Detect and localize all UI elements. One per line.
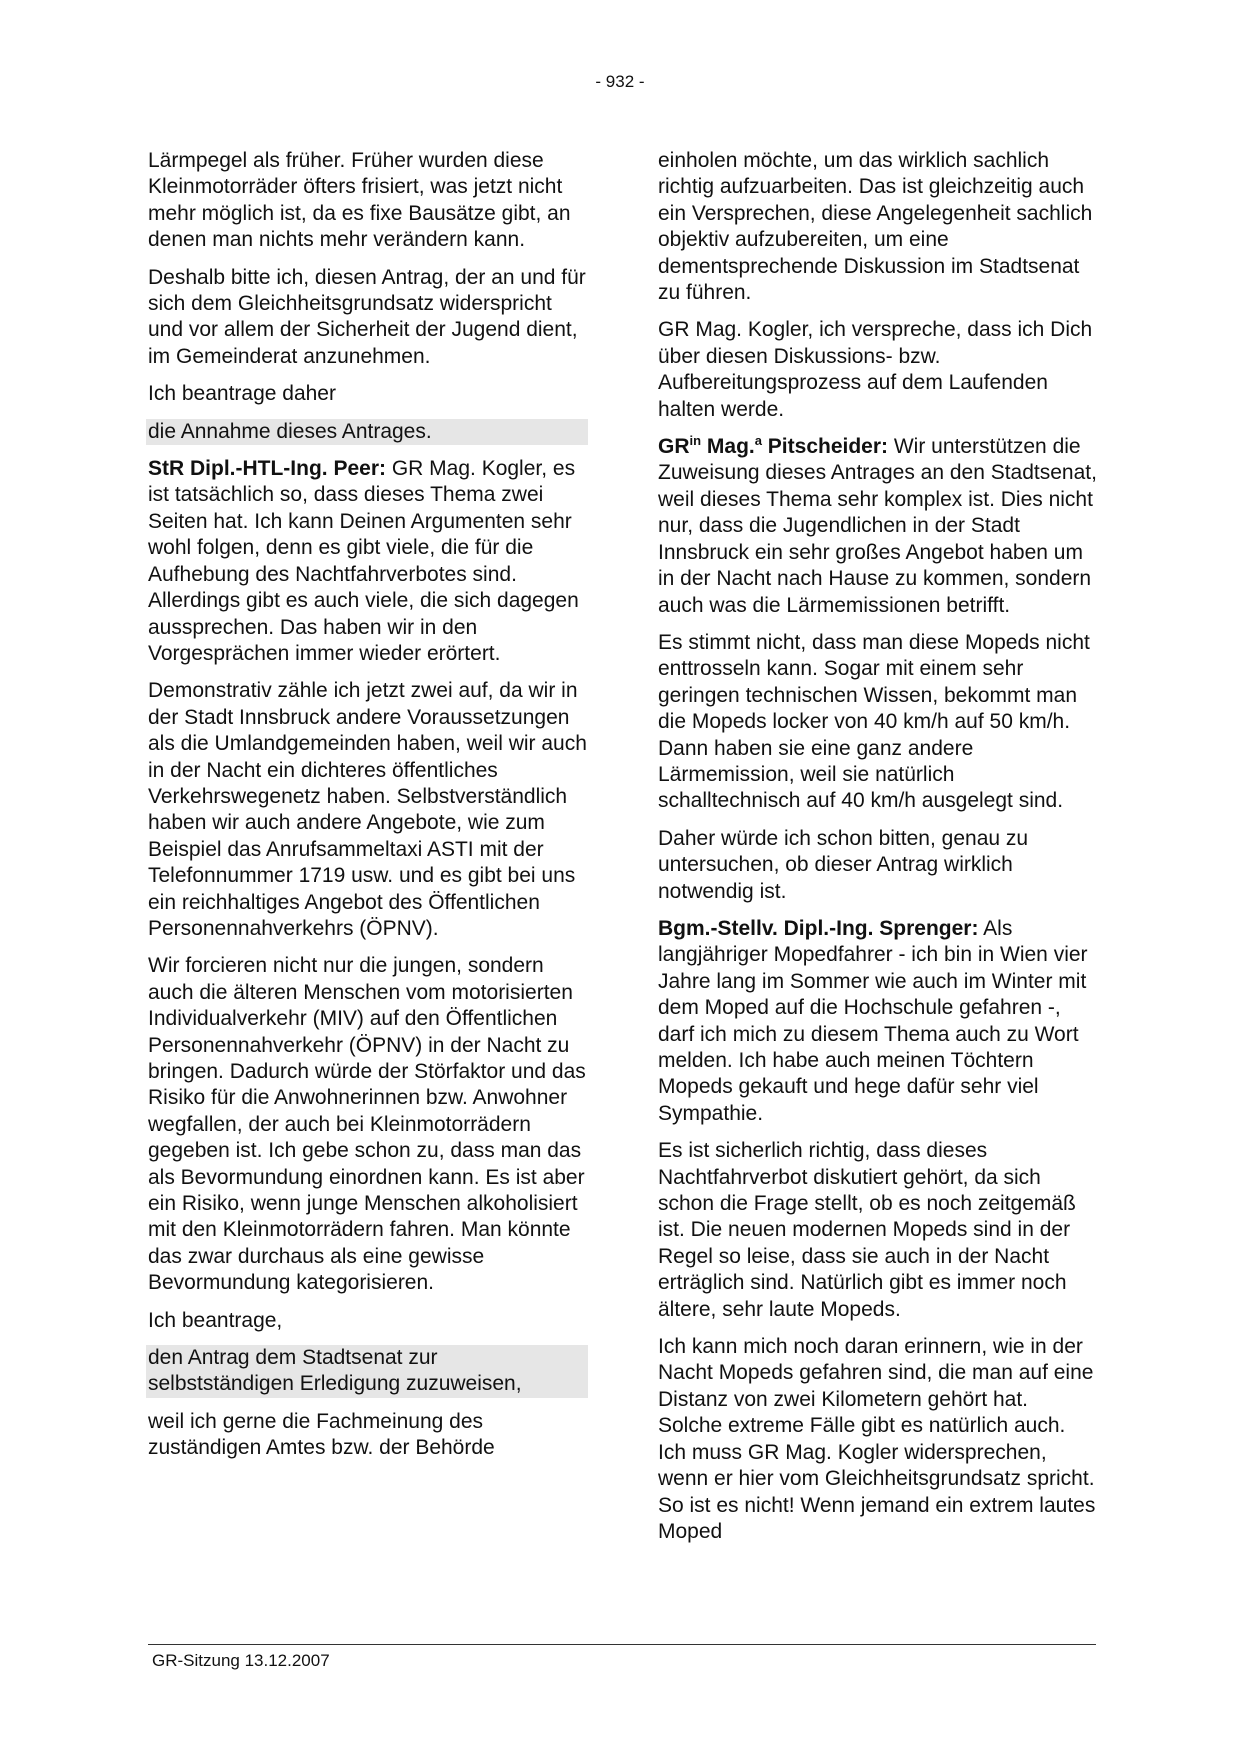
speaker-name: Bgm.-Stellv. Dipl.-Ing. Sprenger: <box>658 916 979 940</box>
right-column <box>658 148 1098 1556</box>
paragraph: Es ist sicherlich richtig, dass dieses Nachtfahrverbot diskutiert gehört, da sich schon die Frage stellt, ob es noch zeitgemäß ist. Die neuen modernen Mopeds sind in der Regel so leise, dass sie auch in der Nacht erträglich sind. Natürlich gibt es immer noch ältere, sehr laute Mopeds. <box>658 1139 1076 1321</box>
paragraph: weil ich gerne die Fachmeinung des zuständigen Amtes bzw. der Behörde <box>148 1409 495 1460</box>
speaker-name: StR Dipl.-HTL-Ing. Peer: <box>148 457 386 481</box>
paragraph: Es stimmt nicht, dass man diese Mopeds nicht enttrosseln kann. Sogar mit einem sehr geringen technischen Wissen, bekommt man die Mopeds locker von 40 km/h auf 50 km/h. Dann haben sie eine ganz andere Lärmemission, weil sie natürlich schalltechnisch auf 40 km/h ausgelegt sind. <box>658 630 1090 813</box>
left-column <box>148 148 588 1473</box>
speaker-paragraph <box>658 434 1098 619</box>
paragraph: Lärmpegel als früher. Früher wurden diese Kleinmotorräder öfters frisiert, was jetzt nicht mehr möglich ist, da es fixe Bausätze gibt, an denen man nichts mehr verändern kann. <box>148 149 571 252</box>
paragraph: Wir forcieren nicht nur die jungen, sondern auch die älteren Menschen vom motorisierten Individualverkehr (MIV) auf den Öffentlichen Personennahverkehr (ÖPNV) in der Nacht zu bringen. Dadurch würde der Störfaktor und das Risiko für die Anwohnerinnen bzw. Anwohner wegfallen, der auch bei Kleinmotorrädern gegeben ist. Ich gebe schon zu, dass man das als Bevormundung einordnen kann. Es ist aber ein Risiko, wenn junge Menschen alkoholisiert mit den Kleinmotorrädern fahren. Man könnte das zwar durchaus als eine gewisse Bevormundung kategorisieren. <box>148 954 586 1295</box>
speaker-title: GR <box>658 435 690 459</box>
motion-highlight: die Annahme dieses Antrages. <box>146 419 588 445</box>
paragraph: einholen möchte, um das wirklich sachlich richtig aufzuarbeiten. Das ist gleichzeitig auch ein Versprechen, diese Angelegenheit sachlich objektiv aufzubereiten, um eine dementsprechende Diskussion im Stadtsenat zu führen. <box>658 149 1093 305</box>
speaker-paragraph <box>148 456 588 667</box>
paragraph: Ich kann mich noch daran erinnern, wie in der Nacht Mopeds gefahren sind, die man auf eine Distanz von zwei Kilometern gehört hat. Solche extreme Fälle gibt es natürlich auch. Ich muss GR Mag. Kogler widersprechen, wenn er hier vom Gleichheitsgrundsatz spricht. So ist es nicht! Wenn jemand ein extrem lautes Moped <box>658 1335 1096 1543</box>
footer-divider <box>148 1644 1096 1645</box>
footer-session-date: GR-Sitzung 13.12.2007 <box>152 1651 330 1670</box>
speaker-surname: Pitscheider: <box>761 435 889 459</box>
paragraph: Daher würde ich schon bitten, genau zu untersuchen, ob dieser Antrag wirklich notwendig ist. <box>658 826 1029 903</box>
speech-text: Wir unterstützen die Zuweisung dieses Antrages an den Stadtsenat, weil dieses Thema sehr komplex ist. Dies nicht nur, dass die Jugendlichen in der Stadt Innsbruck ein sehr großes Angebot haben um in der Nacht nach Hause zu kommen, sondern auch was die Lärmemissionen betrifft. <box>658 435 1097 617</box>
speaker-title: Mag. <box>701 435 755 459</box>
motion-highlight: den Antrag dem Stadtsenat zur selbstständigen Erledigung zuzuweisen, <box>146 1345 588 1398</box>
page-number: - 932 - <box>595 72 645 91</box>
speech-text: GR Mag. Kogler, es ist tatsächlich so, dass dieses Thema zwei Seiten hat. Ich kann Deinen Argumenten sehr wohl folgen, denn es gibt viele, die für die Aufhebung des Nachtfahrverbotes sind. Allerdings gibt es auch viele, die sich dagegen aussprechen. Das haben wir in den Vorgesprächen immer wieder erörtert. <box>148 457 579 665</box>
paragraph: Deshalb bitte ich, diesen Antrag, der an und für sich dem Gleichheitsgrundsatz widerspricht und vor allem der Sicherheit der Jugend dient, im Gemeinderat anzunehmen. <box>148 265 586 368</box>
speech-text: Als langjähriger Mopedfahrer - ich bin in Wien vier Jahre lang im Sommer wie auch im Winter mit dem Moped auf die Hochschule gefahren -, darf ich mich zu diesem Thema auch zu Wort melden. Ich habe auch meinen Töchtern Mopeds gekauft und hege dafür sehr viel Sympathie. <box>658 916 1088 1125</box>
paragraph: GR Mag. Kogler, ich verspreche, dass ich Dich über diesen Diskussions- bzw. Aufbereitungsprozess auf dem Laufenden halten werde. <box>658 318 1093 421</box>
speaker-name <box>658 435 888 458</box>
paragraph: Demonstrativ zähle ich jetzt zwei auf, da wir in der Stadt Innsbruck andere Voraussetzungen als die Umlandgemeinden haben, weil wir auch in der Nacht ein dichteres öffentliches Verkehrswegenetz haben. Selbstverständlich haben wir auch andere Angebote, wie zum Beispiel das Anrufsammeltaxi ASTI mit der Telefonnummer 1719 usw. und es gibt bei uns ein reichhaltiges Angebot des Öffentlichen Personennahverkehrs (ÖPNV). <box>148 679 587 940</box>
speaker-title-superscript: a <box>754 433 762 449</box>
paragraph: Ich beantrage, <box>148 1308 283 1332</box>
speaker-title-superscript: in <box>689 433 702 449</box>
paragraph: Ich beantrage daher <box>148 382 336 406</box>
speaker-paragraph <box>658 916 1098 1127</box>
